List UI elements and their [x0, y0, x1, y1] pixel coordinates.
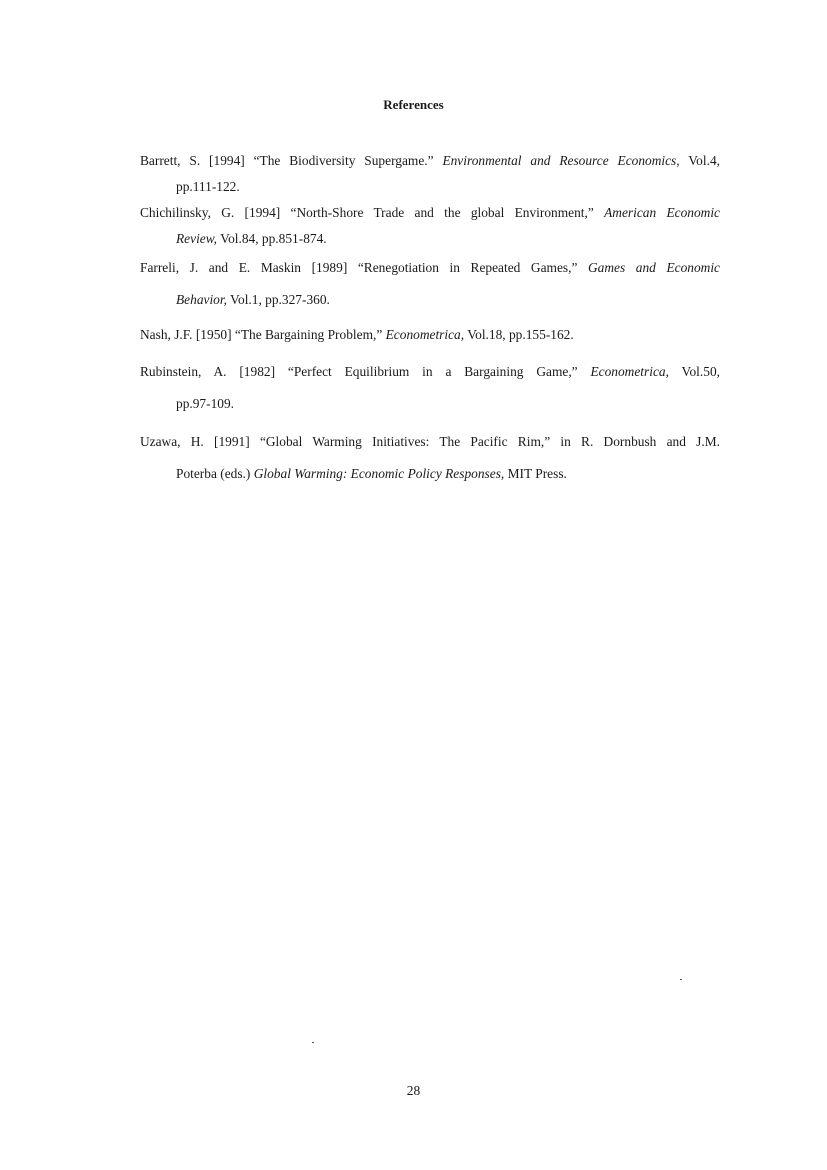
page-number: 28 — [406, 1083, 421, 1098]
reference-text: Chichilinsky, G. [1994] “North-Shore Trade and the global Environment,” — [140, 205, 605, 220]
references-heading: References — [383, 97, 444, 112]
reference-text: pp.97-109. — [176, 396, 235, 411]
reference-journal: Environmental and Resource Economics, — [442, 153, 680, 168]
reference-text: Uzawa, H. [1991] “Global Warming Initiatives: The Pacific Rim,” in R. Dornbush and J.M. — [140, 434, 720, 449]
reference-journal: Games and Economic — [588, 260, 720, 275]
reference-text: Barrett, S. [1994] “The Biodiversity Supergame.” — [140, 153, 443, 168]
reference-journal: Global Warming: Economic Policy Responses, — [253, 466, 505, 481]
reference-continuation — [140, 284, 720, 316]
reference-continuation — [140, 388, 720, 420]
scan-speck — [680, 979, 682, 980]
scan-speck — [312, 1042, 314, 1043]
reference-line — [140, 322, 720, 348]
reference-text: Rubinstein, A. [1982] “Perfect Equilibrium in a Bargaining Game,” — [140, 364, 591, 379]
reference-text: Nash, J.F. [1950] “The Bargaining Problem,” — [140, 327, 386, 342]
reference-item — [140, 148, 720, 200]
reference-continuation — [140, 458, 720, 490]
reference-text: Farreli, J. and E. Maskin [1989] “Renegotiation in Repeated Games,” — [140, 260, 588, 275]
reference-journal: American Economic — [604, 205, 720, 220]
reference-line — [140, 200, 720, 226]
reference-text: pp.111-122. — [176, 179, 240, 194]
reference-text: MIT Press. — [504, 466, 567, 481]
reference-text: Vol.50, — [668, 364, 720, 379]
reference-text: Vol.1, pp.327-360. — [226, 292, 330, 307]
reference-item — [140, 356, 720, 420]
reference-journal: Econometrica, — [590, 364, 669, 379]
reference-journal: Behavior, — [176, 292, 227, 307]
reference-line — [140, 356, 720, 388]
reference-line — [140, 148, 720, 174]
reference-line — [140, 426, 720, 458]
reference-item — [140, 200, 720, 252]
reference-journal: Review, — [176, 231, 218, 246]
reference-item — [140, 322, 720, 348]
reference-text: Vol.4, — [679, 153, 720, 168]
reference-item — [140, 252, 720, 316]
reference-item — [140, 426, 720, 490]
reference-journal: Econometrica, — [385, 327, 465, 342]
reference-continuation — [140, 226, 720, 252]
reference-text: Poterba (eds.) — [176, 466, 254, 481]
reference-list — [140, 148, 720, 490]
reference-text: Vol.18, pp.155-162. — [464, 327, 574, 342]
reference-text: Vol.84, pp.851-874. — [217, 231, 327, 246]
reference-continuation — [140, 174, 720, 200]
reference-line — [140, 252, 720, 284]
